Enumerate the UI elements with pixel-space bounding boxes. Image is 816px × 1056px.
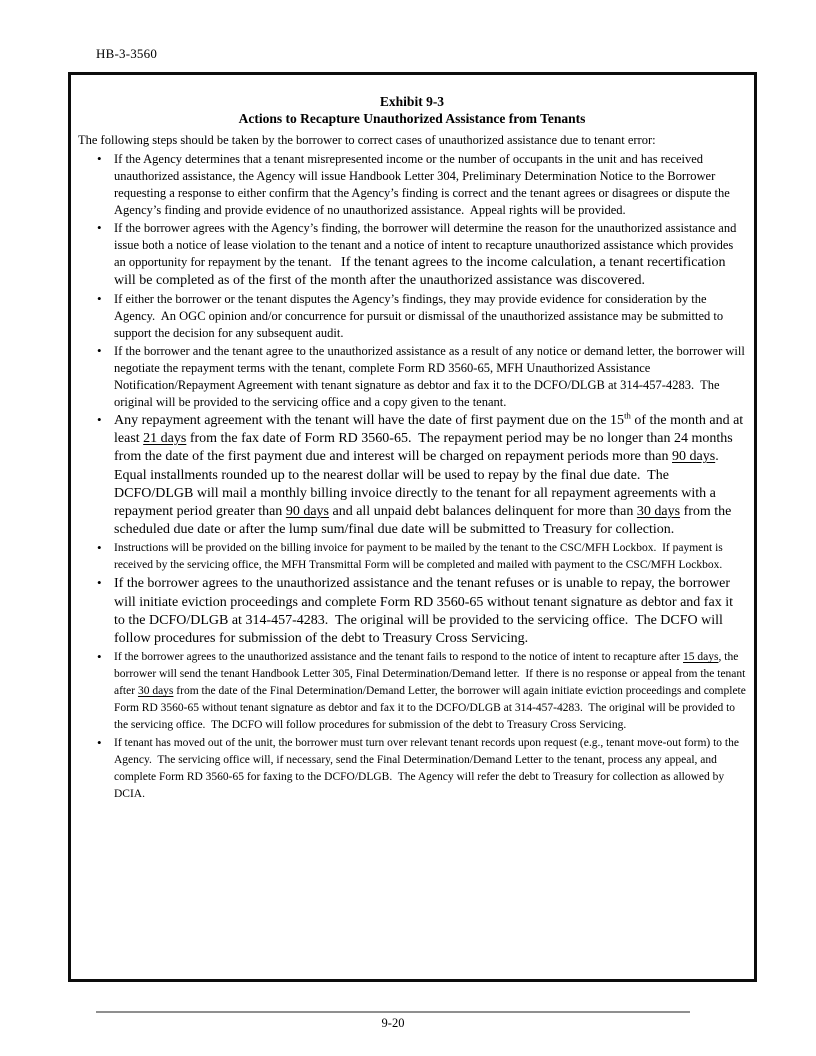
bullet-text-segment: If the borrower agrees with the Agency’s finding, the borrower will determine the reason for the unauthorized assistance and issue both a notice of lease violation to the tenant and a notice of intent to recapture unauthorized assistance which provides an opportunity for repayment by the tenant. xyxy=(114,220,737,269)
bullet-text-segment: If the borrower agrees to the unauthorized assistance and the tenant refuses or is unable to repay, the borrower will initiate eviction proceedings and complete Form RD 3560-65 without tenant signature as debtor and fax it to the DCFO/DLGB at 314-457-4283. The original will be provided to the servicing office. The DCFO will follow procedures for submission of the debt to Treasury Cross Servicing. xyxy=(114,576,733,646)
exhibit-title-block xyxy=(78,93,746,127)
bullet-text-segment: If the borrower and the tenant agree to the unauthorized assistance as a result of any notice or demand letter, the borrower will negotiate the repayment terms with the tenant, complete Form RD 3560-65, MFH Unauthorized Assistance Notification/Repayment Agreement with tenant signature as debtor and fax it to the DCFO/DLGB at 314-457-4283. The original will be provided to the servicing office and a copy given to the tenant. xyxy=(114,343,745,409)
bullet-text-segment: and all unpaid debt balances delinquent for more than xyxy=(328,503,637,519)
bullet-item xyxy=(78,343,746,411)
exhibit-intro: The following steps should be taken by the borrower to correct cases of unauthorized assistance due to tenant error: xyxy=(78,133,656,147)
bullet-item xyxy=(78,220,746,290)
bullet-item xyxy=(78,291,746,342)
bullet-text-segment: from the scheduled due date or after the lump sum/final due date will be submitted to Treasury for collection. xyxy=(114,503,732,538)
bullet-item xyxy=(78,735,746,803)
footer-rule xyxy=(96,1011,690,1013)
handbook-number: HB-3-3560 xyxy=(96,46,158,61)
bullet-list xyxy=(78,151,746,804)
bullet-text-segment: 30 days xyxy=(636,503,681,519)
page-number: 9-20 xyxy=(381,1016,405,1030)
bullet-item xyxy=(78,412,746,539)
bullet-item xyxy=(78,649,746,734)
bullet-text-segment: Any repayment agreement with the tenant will have the date of first payment due on the 15 xyxy=(114,412,625,428)
bullet-text-segment: 90 days xyxy=(672,449,716,465)
exhibit-box xyxy=(68,72,757,982)
bullet-text-segment: th xyxy=(624,410,631,421)
bullet-text-segment: If the borrower agrees to the unauthorized assistance and the tenant fails to respond to the notice of intent to recapture after xyxy=(114,651,684,664)
bullet-item xyxy=(78,151,746,219)
bullet-text-segment: of the month and at least xyxy=(114,412,744,447)
bullet-text-segment: 15 days xyxy=(683,651,719,664)
bullet-text-segment: If tenant has moved out of the unit, the borrower must turn over relevant tenant records upon request (e.g., tenant move-out form) to the Agency. The servicing office will, if necessary, send the Final Determination/Demand Letter to the tenant, process any appeal, and complete Form RD 3560-65 for faxing to the DCFO/DLGB. The Agency will refer the debt to Treasury for collection as allowed by DCIA. xyxy=(114,737,739,801)
bullet-text-segment: 21 days xyxy=(143,431,187,447)
bullet-text-segment: . Equal installments rounded up to the nearest dollar will be used to repay by the final due date. The DCFO/DLGB will mail a monthly billing invoice directly to the tenant for all repayment agreements with a repayment period greater than xyxy=(114,449,723,519)
bullet-text-segment: , the borrower will send the tenant Handbook Letter 305, Final Determination/Demand letter. If there is no response or appeal from the tenant after xyxy=(114,651,746,698)
exhibit-title: Actions to Recapture Unauthorized Assistance from Tenants xyxy=(238,111,586,126)
bullet-text-segment: 30 days xyxy=(137,685,174,698)
bullet-text-segment: from the fax date of Form RD 3560-65. The repayment period may be no longer than 24 months from the date of the first payment due and interest will be charged on repayment periods more than xyxy=(114,431,733,465)
bullet-item xyxy=(78,540,746,574)
bullet-text-segment: If either the borrower or the tenant disputes the Agency’s findings, they may provide evidence for consideration by the Agency. An OGC opinion and/or concurrence for pursuit or dismissal of the unauthorized assistance may be submitted to support the decision for any subsequent audit. xyxy=(114,291,724,340)
exhibit-number: Exhibit 9-3 xyxy=(379,94,445,109)
bullet-text-segment: 90 days xyxy=(285,503,329,519)
bullet-text-segment: Instructions will be provided on the billing invoice for payment to be mailed by the tenant to the CSC/MFH Lockbox. If payment is received by the servicing office, the MFH Transmittal Form will be completed and mailed with payment to the CSC/MFH Lockbox. xyxy=(114,542,723,572)
bullet-text-segment: If the tenant agrees to the income calculation, a tenant recertification will be completed as of the first of the month after the unauthorized assistance was discovered. xyxy=(114,254,726,288)
bullet-item xyxy=(78,575,746,648)
bullet-text-segment: If the Agency determines that a tenant misrepresented income or the number of occupants in the unit and has received unauthorized assistance, the Agency will issue Handbook Letter 304, Preliminary Determination Notice to the Borrower requesting a response to either confirm that the Agency’s finding is correct and the tenant agrees or disagrees or dispute the Agency’s finding and provide evidence of no unauthorized assistance. Appeal rights will be provided. xyxy=(114,151,730,217)
bullet-text-segment: from the date of the Final Determination/Demand Letter, the borrower will again initiate eviction proceedings and complete Form RD 3560-65 without tenant signature as debtor and fax it to the DCFO/DLGB at 314-457-4283. The original will be provided to the servicing office. The DCFO will follow procedures for submission of the debt to Treasury Cross Servicing. xyxy=(114,685,746,732)
